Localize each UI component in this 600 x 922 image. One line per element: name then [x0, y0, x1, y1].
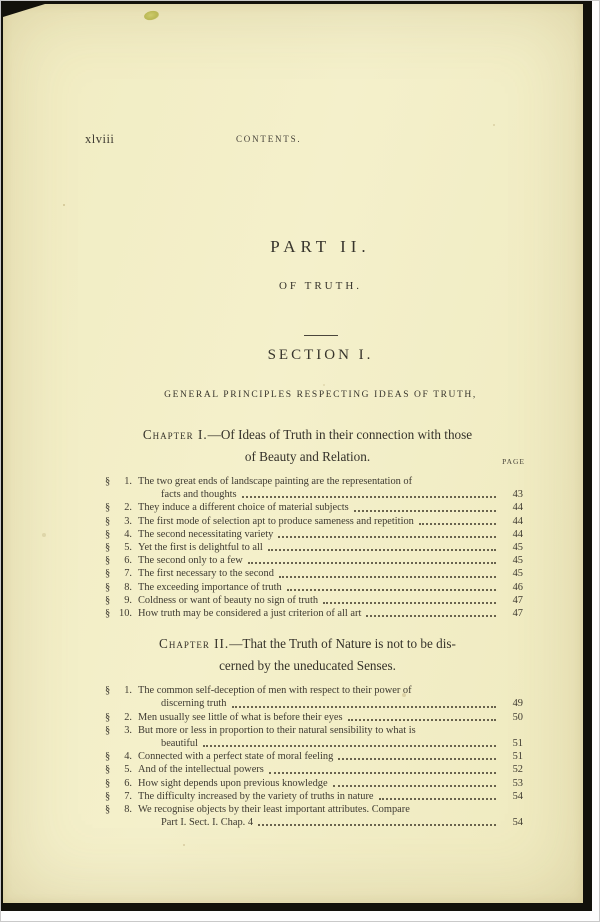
chapter-label: Chapter II. — [159, 636, 230, 652]
chapter-title-text: —That the Truth of Nature is not to be dis- — [229, 636, 456, 652]
toc-entry — [82, 567, 523, 580]
dot-leader — [354, 508, 496, 512]
section-mark: § — [105, 608, 111, 620]
entry-number: 7. — [124, 568, 132, 580]
dot-leader — [338, 756, 496, 760]
dot-leader — [323, 600, 496, 604]
entry-text: The exceeding importance of truth — [138, 581, 282, 593]
section-title: SECTION I. — [267, 347, 374, 363]
scan-corner-shadow — [3, 4, 45, 17]
entry-continuation-text: facts and thoughts — [161, 489, 237, 501]
toc-entry — [82, 763, 523, 776]
toc-entry — [82, 581, 523, 594]
section-mark: § — [105, 777, 111, 789]
entry-text: The second necessitating variety — [138, 528, 274, 540]
section-mark: § — [105, 502, 111, 514]
toc-entry — [82, 724, 523, 737]
entry-page: 47 — [512, 608, 523, 620]
entry-page: 46 — [512, 581, 523, 593]
dot-leader — [269, 770, 496, 774]
entry-page: 43 — [512, 489, 523, 501]
chapter-entries — [82, 475, 523, 620]
entry-page: 49 — [512, 698, 523, 710]
dot-leader — [379, 796, 496, 800]
entry-text: We recognise objects by their least important attributes. Compare — [138, 804, 410, 816]
entry-text: But more or less in proportion to their natural sensibility to what is — [138, 724, 416, 736]
section-mark: § — [105, 764, 111, 776]
entry-text: Connected with a perfect state of moral feeling — [138, 751, 334, 763]
chapter-title — [82, 424, 523, 468]
dot-leader — [268, 547, 496, 551]
entry-number: 2. — [124, 502, 132, 514]
entry-page: 51 — [512, 751, 523, 763]
entry-page: 53 — [512, 777, 523, 789]
chapter-label: Chapter I. — [142, 427, 208, 442]
toc-entry — [82, 750, 523, 763]
dot-leader — [333, 783, 496, 787]
toc-entry — [82, 790, 523, 803]
entry-continuation-text: discerning truth — [161, 698, 227, 710]
entry-number: 6. — [124, 777, 132, 789]
toc-entry — [82, 541, 523, 554]
toc-entry — [82, 711, 523, 724]
section-mark: § — [105, 581, 111, 593]
dot-leader — [232, 704, 496, 708]
section-mark: § — [105, 476, 111, 487]
dot-leader — [258, 822, 496, 826]
dot-leader — [279, 574, 496, 578]
chapter-block — [82, 633, 523, 829]
dot-leader — [242, 494, 496, 498]
entry-number: 8. — [124, 581, 132, 593]
dot-leader — [366, 613, 496, 617]
entry-number: 5. — [124, 542, 132, 554]
entry-page: 45 — [512, 542, 523, 554]
page-folio: xlviii — [85, 132, 115, 146]
part-subtitle: OF TRUTH. — [278, 280, 363, 292]
entry-page: 44 — [512, 528, 523, 540]
part-title: PART II. — [270, 237, 371, 256]
entry-number: 4. — [124, 751, 132, 763]
entry-text: Men usually see little of what is before their eyes — [138, 711, 343, 723]
entry-number: 8. — [124, 804, 132, 816]
entry-text: The two great ends of landscape painting are the representation of — [138, 476, 413, 487]
entry-page: 51 — [512, 738, 523, 750]
section-mark: § — [105, 751, 111, 763]
entry-number: 3. — [124, 724, 132, 736]
entry-number: 5. — [124, 764, 132, 776]
entry-page: 47 — [512, 594, 523, 606]
entry-page: 54 — [512, 817, 523, 829]
section-mark: § — [105, 790, 111, 802]
entry-number: 10. — [119, 608, 132, 620]
entry-number: 1. — [124, 685, 132, 697]
book-page — [3, 4, 583, 903]
toc-entry — [82, 554, 523, 567]
dot-leader — [203, 743, 496, 747]
foxing-spots — [63, 204, 65, 206]
chapter-entries — [82, 684, 523, 829]
toc-entry — [82, 475, 523, 488]
entry-page: 44 — [512, 502, 523, 514]
entry-page: 54 — [512, 790, 523, 802]
toc-entry — [82, 803, 523, 816]
section-mark: § — [105, 515, 111, 527]
dot-leader — [348, 717, 496, 721]
entry-continuation-text: beautiful — [161, 738, 198, 750]
entry-text: How sight depends upon previous knowledge — [138, 777, 328, 789]
entry-page: 45 — [512, 555, 523, 567]
section-mark: § — [105, 568, 111, 580]
entry-page: 45 — [512, 568, 523, 580]
section-heading: GENERAL PRINCIPLES RESPECTING IDEAS OF TRUTH, — [164, 390, 477, 400]
toc-entry — [82, 607, 523, 620]
entry-number: 1. — [124, 476, 132, 487]
dot-leader — [248, 560, 496, 564]
chapter-title-text: —Of Ideas of Truth in their connection with those — [207, 427, 473, 442]
entry-text: Yet the first is delightful to all — [138, 542, 263, 554]
dot-leader — [287, 587, 496, 591]
section-mark: § — [105, 711, 111, 723]
page-column-label: PAGE — [502, 457, 525, 466]
toc-entry — [82, 594, 523, 607]
entry-page: 50 — [512, 711, 523, 723]
divider-rule — [68, 323, 573, 341]
scan-background — [1, 1, 592, 911]
entry-number: 2. — [124, 711, 132, 723]
section-mark: § — [105, 724, 111, 736]
table-of-contents — [82, 424, 523, 829]
dot-leader — [419, 521, 496, 525]
entry-text: The first mode of selection apt to produce sameness and repetition — [138, 515, 414, 527]
toc-entry — [82, 501, 523, 514]
entry-text: The common self-deception of men with respect to their power of — [138, 685, 412, 697]
chapter-title — [82, 633, 523, 677]
toc-entry — [82, 777, 523, 790]
chapter-title-line2: of Beauty and Relation. — [244, 449, 371, 464]
toc-entry — [82, 528, 523, 541]
entry-text: The difficulty increased by the variety of truths in nature — [138, 790, 374, 802]
entry-text: They induce a different choice of material subjects — [138, 502, 349, 514]
toc-entry-continuation — [82, 697, 523, 710]
section-mark: § — [105, 555, 111, 567]
paper-speck — [143, 10, 160, 22]
section-mark: § — [105, 594, 111, 606]
entry-number: 9. — [124, 594, 132, 606]
toc-entry-continuation — [82, 737, 523, 750]
section-mark: § — [105, 804, 111, 816]
entry-page: 52 — [512, 764, 523, 776]
entry-text: Coldness or want of beauty no sign of truth — [138, 594, 319, 606]
entry-text: How truth may be considered a just criterion of all art — [138, 608, 362, 620]
chapter-title-line2: cerned by the uneducated Senses. — [219, 658, 396, 674]
entry-number: 4. — [124, 528, 132, 540]
chapter-block — [82, 424, 523, 620]
section-mark: § — [105, 542, 111, 554]
entry-text: The first necessary to the second — [138, 568, 274, 580]
section-mark: § — [105, 685, 111, 697]
entry-number: 6. — [124, 555, 132, 567]
running-head: CONTENTS. — [236, 134, 302, 144]
toc-entry — [82, 515, 523, 528]
section-mark: § — [105, 528, 111, 540]
toc-entry-continuation — [82, 816, 523, 829]
entry-continuation-text: Part I. Sect. I. Chap. 4 — [161, 817, 254, 829]
entry-number: 3. — [124, 515, 132, 527]
entry-number: 7. — [124, 790, 132, 802]
toc-entry — [82, 684, 523, 697]
dot-leader — [278, 534, 496, 538]
entry-page: 44 — [512, 515, 523, 527]
entry-text: And of the intellectual powers — [138, 764, 264, 776]
toc-entry-continuation — [82, 488, 523, 501]
entry-text: The second only to a few — [138, 555, 243, 567]
